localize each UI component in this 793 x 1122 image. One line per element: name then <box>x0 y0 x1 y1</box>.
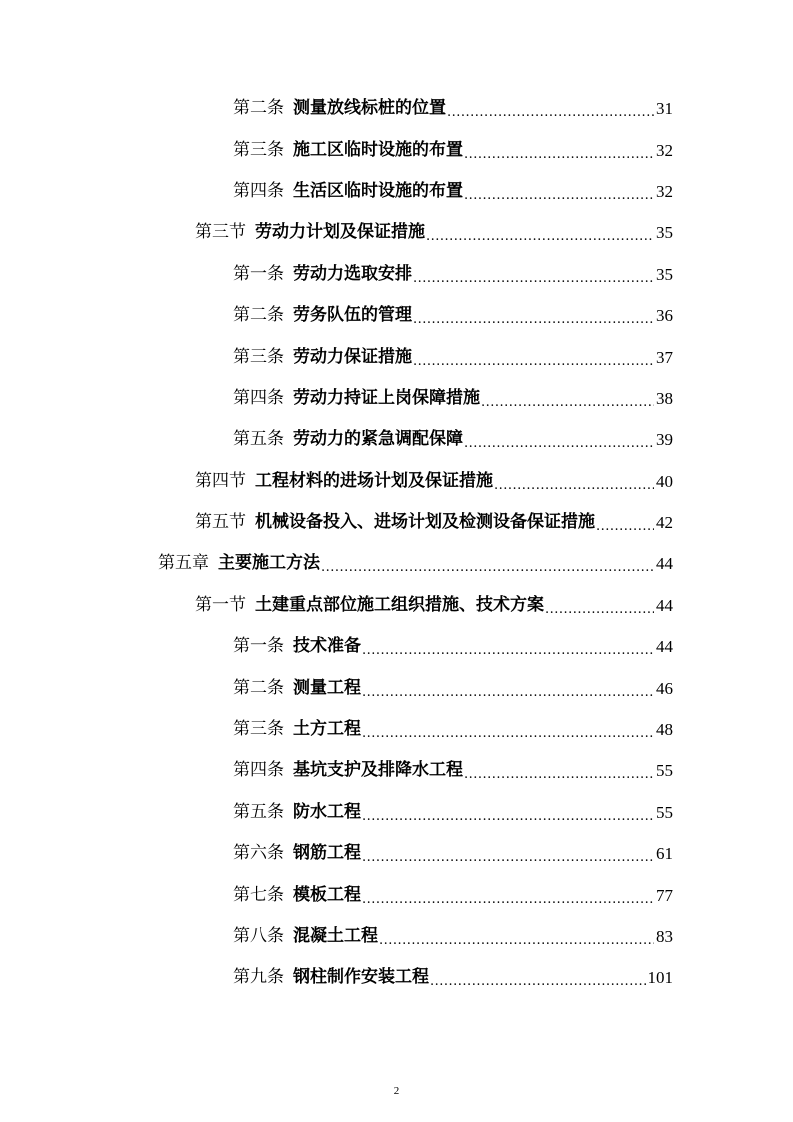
dot-leader <box>481 396 654 409</box>
toc-entry[interactable] <box>0 336 793 377</box>
dot-leader <box>464 189 654 202</box>
toc-entry-title: 劳动力选取安排 <box>293 263 412 284</box>
toc-entry-page: 55 <box>656 761 673 781</box>
toc-entry[interactable] <box>0 709 793 750</box>
toc-entry-title: 钢筋工程 <box>293 843 361 864</box>
toc-entry-number: 第七条 <box>233 884 284 905</box>
toc-entry-page: 32 <box>656 181 673 201</box>
toc-entry-number: 第三节 <box>195 222 246 243</box>
toc-entry-title: 主要施工方法 <box>218 553 320 574</box>
toc-entry-number: 第九条 <box>233 967 284 988</box>
toc-entry-page: 38 <box>656 388 673 408</box>
dot-leader <box>464 437 654 450</box>
toc-entry-page: 37 <box>656 347 673 367</box>
toc-entry-number: 第一条 <box>233 263 284 284</box>
toc-entry-number: 第三条 <box>233 139 284 160</box>
toc-entry[interactable] <box>0 667 793 708</box>
toc-entry[interactable] <box>0 957 793 998</box>
toc-entry-number: 第四条 <box>233 387 284 408</box>
toc-entry[interactable] <box>0 502 793 543</box>
toc-entry-number: 第五章 <box>158 553 209 574</box>
toc-entry-number: 第二条 <box>233 98 284 119</box>
dot-leader <box>379 934 654 947</box>
dot-leader <box>362 893 654 906</box>
dot-leader <box>447 106 654 119</box>
dot-leader <box>362 644 654 657</box>
toc-entry[interactable] <box>0 543 793 584</box>
dot-leader <box>413 313 654 326</box>
dot-leader <box>430 975 646 988</box>
toc-entry[interactable] <box>0 461 793 502</box>
toc-entry-page: 44 <box>656 637 673 657</box>
toc-entry-page: 77 <box>656 885 673 905</box>
toc-entry-page: 35 <box>656 223 673 243</box>
dot-leader <box>362 686 654 699</box>
toc-entry-number: 第四条 <box>233 180 284 201</box>
toc-entry-title: 混凝土工程 <box>293 926 378 946</box>
toc-entry-title: 钢柱制作安装工程 <box>293 967 429 988</box>
toc-entry-title: 生活区临时设施的布置 <box>293 180 463 201</box>
table-of-contents <box>0 88 793 999</box>
dot-leader <box>362 810 654 823</box>
toc-entry[interactable] <box>0 129 793 170</box>
toc-entry[interactable] <box>0 626 793 667</box>
toc-entry[interactable] <box>0 792 793 833</box>
toc-entry[interactable] <box>0 833 793 874</box>
dot-leader <box>464 148 654 161</box>
toc-entry-number: 第一条 <box>233 636 284 657</box>
toc-entry-number: 第四节 <box>195 470 246 491</box>
dot-leader <box>596 520 654 533</box>
toc-entry-title: 防水工程 <box>293 801 361 822</box>
toc-entry-page: 42 <box>656 513 673 533</box>
toc-entry-page: 36 <box>656 306 673 326</box>
toc-entry-title: 劳动力持证上岗保障措施 <box>293 387 480 408</box>
toc-entry-page: 83 <box>656 927 673 946</box>
toc-entry-number: 第八条 <box>233 926 284 946</box>
dot-leader <box>362 727 654 740</box>
toc-entry-title: 劳动力的紧急调配保障 <box>293 429 463 450</box>
toc-entry-title: 技术准备 <box>293 636 361 657</box>
toc-entry-number: 第五条 <box>233 801 284 822</box>
dot-leader <box>545 603 654 616</box>
toc-entry-title: 土方工程 <box>293 719 361 740</box>
toc-entry-title: 劳动力保证措施 <box>293 346 412 367</box>
dot-leader <box>413 355 654 368</box>
toc-entry-page: 44 <box>656 595 673 615</box>
toc-entry-page: 61 <box>656 844 673 864</box>
dot-leader <box>362 851 654 864</box>
toc-entry-page: 40 <box>656 471 673 491</box>
toc-entry-page: 35 <box>656 264 673 284</box>
toc-entry[interactable] <box>0 378 793 419</box>
toc-entry-title: 施工区临时设施的布置 <box>293 139 463 160</box>
toc-entry-number: 第三条 <box>233 719 284 740</box>
toc-entry-number: 第四条 <box>233 760 284 781</box>
toc-entry-title: 基坑支护及排降水工程 <box>293 760 463 781</box>
toc-entry-page: 32 <box>656 140 673 160</box>
toc-entry-number: 第二条 <box>233 305 284 326</box>
toc-entry-page: 101 <box>647 968 673 988</box>
toc-entry[interactable] <box>0 419 793 460</box>
toc-entry[interactable] <box>0 750 793 791</box>
toc-entry-page: 44 <box>656 554 673 574</box>
toc-entry[interactable] <box>0 171 793 212</box>
toc-entry-page: 48 <box>656 720 673 740</box>
toc-entry[interactable] <box>0 295 793 336</box>
toc-entry-page: 39 <box>656 430 673 450</box>
page-number: 2 <box>393 1085 400 1097</box>
toc-entry-page: 31 <box>656 99 673 119</box>
toc-entry-title: 测量放线标桩的位置 <box>293 98 446 119</box>
toc-entry-number: 第六条 <box>233 843 284 864</box>
toc-entry[interactable] <box>0 585 793 626</box>
toc-entry-number: 第五条 <box>233 429 284 450</box>
toc-entry-page: 46 <box>656 678 673 698</box>
dot-leader <box>321 561 654 574</box>
toc-entry[interactable] <box>0 254 793 295</box>
dot-leader <box>426 230 654 243</box>
toc-entry[interactable] <box>0 916 793 957</box>
toc-entry-number: 第三条 <box>233 346 284 367</box>
toc-entry-title: 劳务队伍的管理 <box>293 305 412 326</box>
dot-leader <box>413 272 654 285</box>
toc-entry-title: 机械设备投入、进场计划及检测设备保证措施 <box>255 512 595 533</box>
toc-entry-number: 第五节 <box>195 512 246 533</box>
toc-entry-number: 第二条 <box>233 677 284 698</box>
toc-entry[interactable] <box>0 874 793 915</box>
toc-entry[interactable] <box>0 88 793 129</box>
toc-entry-title: 工程材料的进场计划及保证措施 <box>255 470 493 491</box>
dot-leader <box>494 479 654 492</box>
toc-entry-number: 第一节 <box>195 594 246 615</box>
toc-entry-title: 土建重点部位施工组织措施、技术方案 <box>255 594 544 615</box>
toc-entry-title: 测量工程 <box>293 677 361 698</box>
toc-entry-title: 劳动力计划及保证措施 <box>255 222 425 243</box>
dot-leader <box>464 768 654 781</box>
toc-entry-page: 55 <box>656 802 673 822</box>
toc-entry[interactable] <box>0 212 793 253</box>
toc-entry-title: 模板工程 <box>293 884 361 905</box>
